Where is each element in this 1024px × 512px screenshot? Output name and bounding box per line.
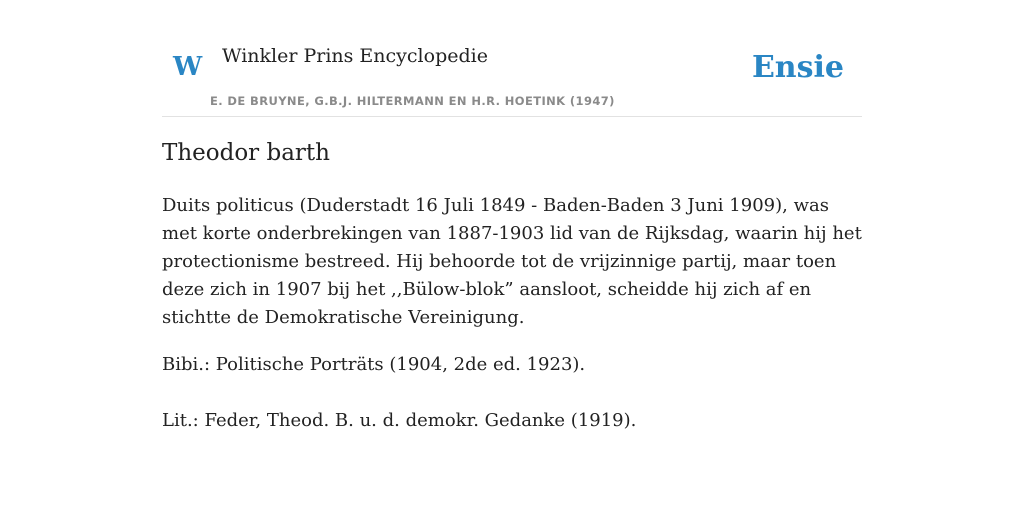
- book-logo[interactable]: W: [173, 52, 203, 82]
- page-container: [162, 0, 862, 431]
- book-header: [162, 0, 862, 117]
- article-title: Theodor barth: [162, 140, 330, 166]
- book-title[interactable]: Winkler Prins Encyclopedie: [222, 45, 488, 67]
- bibliography: Bibi.: Politische Porträts (1904, 2de ed. 1923).: [162, 354, 586, 375]
- book-authors: E. DE BRUYNE, G.B.J. HILTERMANN EN H.R. HOETINK (1947): [210, 94, 615, 108]
- ensie-logo[interactable]: Ensie: [751, 50, 844, 85]
- literature: Lit.: Feder, Theod. B. u. d. demokr. Gedanke (1919).: [162, 410, 637, 431]
- article-body: Duits politicus (Duderstadt 16 Juli 1849 - Baden-Baden 3 Juni 1909), was met korte onderbrekingen van 1887-1903 lid van de Rijksdag, waarin hij het protectionisme bestreed. Hij behoorde tot de vrijzinnige partij, maar toen deze zich in 1907 bij het ,,Bülow-blok” aansloot, scheidde hij zich af en stichtte de Demokratische Vereinigung.: [162, 195, 862, 328]
